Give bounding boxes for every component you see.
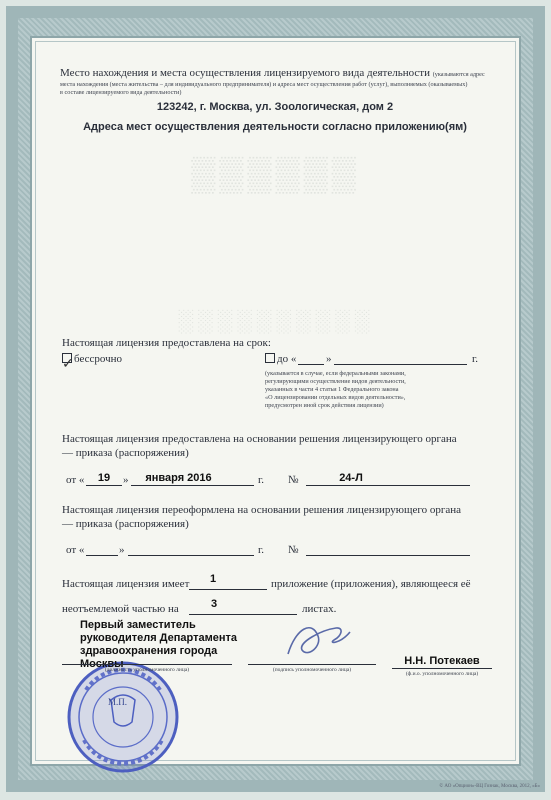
reissue-line-1: Настоящая лицензия переоформлена на основании решения лицензирующего органа [62,504,461,516]
reissue-close-quote: » [119,544,125,556]
signatory-position: Первый заместитель руководителя Департамента здравоохранения города Москвы [80,619,238,670]
name-caption: (ф.и.о. уполномоченного лица) [405,671,479,677]
term-note: (указывается в случае, если федеральными законами, регулирующими осуществление видов деятельности, указанных в части 4 статьи 1 Федерального закона «О лицензировании отдельных видов деятельности», предусмотрен иной срок действия лицензии) [265,370,406,409]
appendix-line-1-a: Настоящая лицензия имеет [62,578,190,590]
reissue-year-suffix: г. [258,544,265,556]
signature-icon [278,614,358,668]
appendix-line-2-a: неотъемлемой частью на [62,603,179,615]
official-stamp [66,660,180,774]
basis-from: от « [66,474,85,486]
basis-year-suffix: г. [258,474,265,486]
reissue-line-2: — приказа (распоряжения) [62,518,189,530]
until-year-suffix: г. [472,353,479,365]
until-date-line [334,364,467,365]
reissue-number-sign: № [288,544,299,556]
address-value: 123242, г. Москва, ул. Зоологическая, дом 2 [156,101,394,113]
basis-number-value: 24-Л [339,472,363,484]
basis-month-value: января 2016 [145,472,212,484]
watermark-pattern: ░░░░░░░░░░ [177,308,374,333]
appendix-line-1-b: приложение (приложения), являющееся её [271,578,471,590]
stamp-seal-icon [66,660,180,774]
term-unlimited-option: бессрочно [62,352,122,366]
location-heading: Место нахождения и места осуществления лицензируемого вида деятельности (указываются адрес [60,67,485,79]
basis-day-line [86,485,122,486]
until-day-line [298,364,324,365]
location-note: места нахождения (места жительства – для индивидуального предпринимателя) и адреса мест осуществления работ (услуг), выполняемых (оказываемых) [60,81,468,88]
printer-imprint: © АО «Опцион»-ВЦ Гознак, Москва, 2012, «Б» [439,784,540,789]
basis-close-quote: » [123,474,129,486]
reissue-day-line [86,555,118,556]
location-note-2: в составе лицензируемого вида деятельности) [60,89,182,96]
name-line [392,668,492,669]
check-mark-icon: ✓ [62,357,74,372]
basis-line-1: Настоящая лицензия предоставлена на основании решения лицензирующего органа [62,433,457,445]
basis-line-2: — приказа (распоряжения) [62,447,189,459]
position-caption: (должность уполномоченного лица) [104,667,190,673]
basis-number-sign: № [288,474,299,486]
position-line [62,664,232,665]
until-close-quote: » [326,353,332,365]
handwritten-signature [278,614,358,668]
term-until-option: до « [265,352,296,366]
signature-caption: (подпись уполномоченного лица) [272,667,352,673]
term-heading: Настоящая лицензия предоставлена на срок: [62,337,271,349]
appendix-line-2-b: листах. [302,603,337,615]
basis-number-line [306,485,470,486]
basis-month-line [131,485,254,486]
appendix-sheets-value: 3 [210,598,218,610]
checkbox-empty-icon [265,353,275,363]
reissue-number-line [306,555,470,556]
signatory-name: Н.Н. Потекаев [404,655,480,667]
watermark-pattern: ▒▒▒▒▒▒ [191,156,360,193]
stamp-mp-label: М.П. [108,697,128,707]
signature-line [248,664,376,665]
appendix-count-value: 1 [209,573,217,585]
appendix-count-line [189,589,267,590]
reissue-month-line [128,555,254,556]
reissue-from: от « [66,544,85,556]
addresses-note: Адреса мест осуществления деятельности согласно приложению(ям) [83,121,467,133]
basis-day-value: 19 [97,472,111,484]
